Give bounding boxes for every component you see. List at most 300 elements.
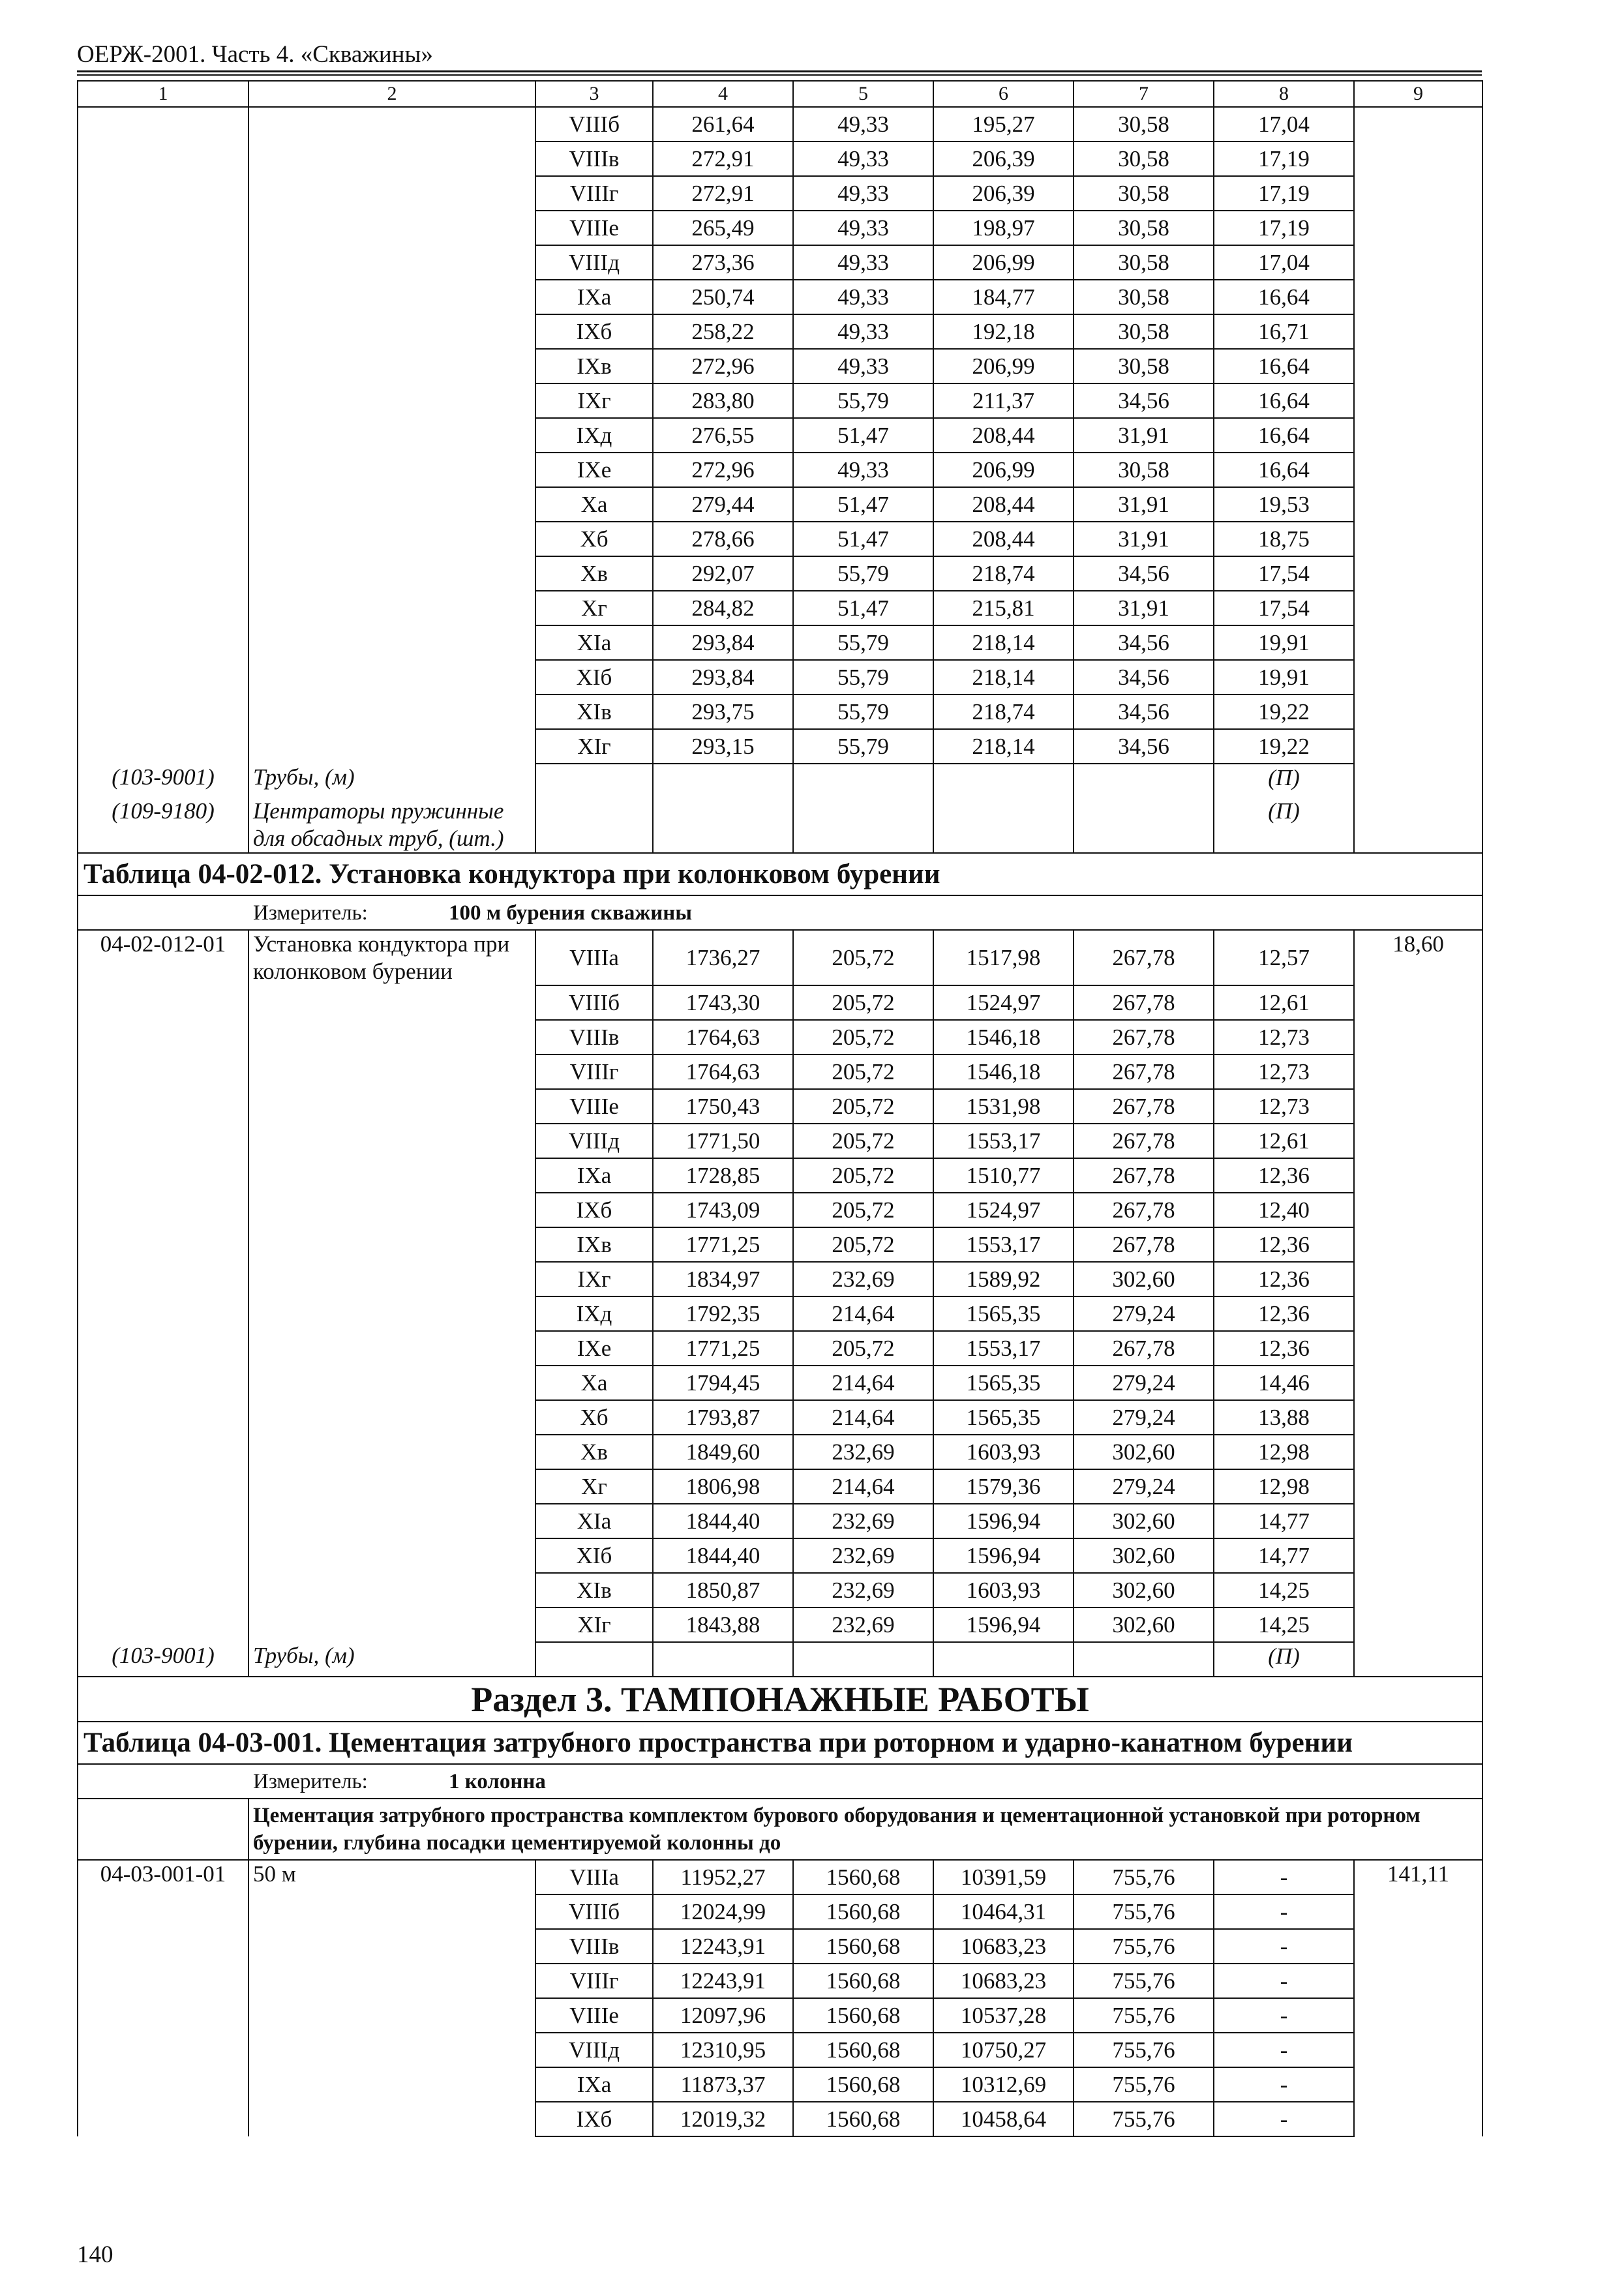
- value-cell: 17,54: [1214, 591, 1354, 625]
- value-cell: 267,78: [1074, 1193, 1214, 1227]
- rate-code-cell: [78, 2067, 248, 2102]
- table-row: [78, 1124, 1482, 1158]
- col9-cell: [1354, 2102, 1482, 2136]
- soil-category-cell: XIа: [535, 625, 653, 660]
- col9-cell: [1354, 660, 1482, 695]
- value-cell: 16,64: [1214, 453, 1354, 487]
- rate-code-cell: [78, 2033, 248, 2067]
- material-code: (103-9001): [78, 764, 248, 798]
- table-row: [78, 1538, 1482, 1573]
- value-cell: 267,78: [1074, 1055, 1214, 1089]
- empty-cell: [535, 764, 653, 798]
- table-row: [78, 660, 1482, 695]
- empty-cell: [1074, 798, 1214, 853]
- value-cell: 12,57: [1214, 930, 1354, 985]
- value-cell: 11952,27: [653, 1860, 793, 1894]
- value-cell: 1553,17: [933, 1331, 1074, 1366]
- table-title: Таблица 04-03-001. Цементация затрубного пространства при роторном и ударно-канатном бурении: [78, 1722, 1482, 1764]
- value-cell: 12,36: [1214, 1296, 1354, 1331]
- material-name: Трубы, (м): [248, 764, 535, 798]
- rate-code-cell: [78, 349, 248, 383]
- header-rule-thin: [77, 74, 1482, 76]
- rate-name-cell: [248, 591, 535, 625]
- rate-name-cell: [248, 2033, 535, 2067]
- value-cell: 293,15: [653, 729, 793, 764]
- rate-name-cell: [248, 2067, 535, 2102]
- soil-category-cell: VIIIв: [535, 142, 653, 176]
- table-row: [78, 1573, 1482, 1608]
- rate-code-cell: [78, 245, 248, 280]
- value-cell: 1603,93: [933, 1435, 1074, 1469]
- measure-row: [78, 895, 1482, 930]
- rate-name-cell: [248, 1193, 535, 1227]
- soil-category-cell: VIIIе: [535, 1089, 653, 1124]
- measure: [78, 895, 1482, 930]
- col9-cell: [1354, 1929, 1482, 1964]
- col9-cell: [1354, 280, 1482, 314]
- value-cell: 1596,94: [933, 1608, 1074, 1642]
- rate-code-cell: [78, 1469, 248, 1504]
- soil-category-cell: Xв: [535, 1435, 653, 1469]
- value-cell: 12,36: [1214, 1158, 1354, 1193]
- value-cell: 205,72: [793, 985, 933, 1020]
- table-row: [78, 985, 1482, 1020]
- value-cell: 205,72: [793, 1331, 933, 1366]
- value-cell: 1565,35: [933, 1296, 1074, 1331]
- soil-category-cell: XIв: [535, 695, 653, 729]
- rate-code-cell: [78, 2102, 248, 2136]
- rate-name-cell: [248, 1262, 535, 1296]
- col9-cell: [1354, 1469, 1482, 1504]
- col9-cell: [1354, 383, 1482, 418]
- table-row: [78, 1894, 1482, 1929]
- soil-category-cell: XIг: [535, 1608, 653, 1642]
- value-cell: 55,79: [793, 556, 933, 591]
- value-cell: 267,78: [1074, 1331, 1214, 1366]
- value-cell: 1553,17: [933, 1227, 1074, 1262]
- value-cell: 293,84: [653, 660, 793, 695]
- value-cell: 1736,27: [653, 930, 793, 985]
- rate-name-cell: [248, 729, 535, 764]
- value-cell: 1743,09: [653, 1193, 793, 1227]
- section-title: Раздел 3. ТАМПОНАЖНЫЕ РАБОТЫ: [78, 1677, 1482, 1722]
- value-cell: 16,71: [1214, 314, 1354, 349]
- value-cell: 293,84: [653, 625, 793, 660]
- value-cell: 51,47: [793, 487, 933, 522]
- rate-code-cell: [78, 1124, 248, 1158]
- value-cell: 10683,23: [933, 1964, 1074, 1998]
- col9-cell: [1354, 2067, 1482, 2102]
- empty-cell: [78, 1799, 248, 1860]
- header-rule: [77, 70, 1482, 72]
- rate-name-cell: [248, 349, 535, 383]
- soil-category-cell: IXв: [535, 1227, 653, 1262]
- col9-cell: [1354, 487, 1482, 522]
- rate-name-cell: [248, 107, 535, 142]
- value-cell: 278,66: [653, 522, 793, 556]
- rate-name-cell: [248, 211, 535, 245]
- material-row: [78, 1642, 1482, 1677]
- value-cell: 272,96: [653, 349, 793, 383]
- rate-code-cell: [78, 1089, 248, 1124]
- value-cell: 30,58: [1074, 211, 1214, 245]
- value-cell: 55,79: [793, 383, 933, 418]
- rate-code-cell: [78, 625, 248, 660]
- value-cell: 14,25: [1214, 1608, 1354, 1642]
- value-cell: -: [1214, 2033, 1354, 2067]
- rate-code-cell: [78, 1055, 248, 1089]
- value-cell: 17,19: [1214, 142, 1354, 176]
- value-cell: 1750,43: [653, 1089, 793, 1124]
- value-cell: 272,91: [653, 176, 793, 211]
- soil-category-cell: VIIIд: [535, 1124, 653, 1158]
- rate-name-cell: Установка кондуктора при колонковом бурении: [248, 930, 535, 985]
- value-cell: 208,44: [933, 522, 1074, 556]
- value-cell: 1743,30: [653, 985, 793, 1020]
- table-row: [78, 1400, 1482, 1435]
- col9-cell: [1354, 211, 1482, 245]
- rate-name-cell: [248, 1538, 535, 1573]
- col9-cell: [1354, 1193, 1482, 1227]
- value-cell: 14,25: [1214, 1573, 1354, 1608]
- rate-name-cell: [248, 1608, 535, 1642]
- value-cell: 1546,18: [933, 1020, 1074, 1055]
- table-row: [78, 1608, 1482, 1642]
- value-cell: 30,58: [1074, 349, 1214, 383]
- table-row: [78, 280, 1482, 314]
- value-cell: 184,77: [933, 280, 1074, 314]
- soil-category-cell: XIб: [535, 660, 653, 695]
- value-cell: 1589,92: [933, 1262, 1074, 1296]
- rate-code-cell: [78, 142, 248, 176]
- col9-cell: [1354, 142, 1482, 176]
- value-cell: 19,53: [1214, 487, 1354, 522]
- rate-code-cell: [78, 1964, 248, 1998]
- material-row: [78, 798, 1482, 853]
- column-number: 9: [1354, 81, 1482, 107]
- rate-name-cell: [248, 1366, 535, 1400]
- rate-code-cell: [78, 1894, 248, 1929]
- value-cell: 250,74: [653, 280, 793, 314]
- value-cell: 1524,97: [933, 985, 1074, 1020]
- value-cell: 206,99: [933, 453, 1074, 487]
- col9-cell: [1354, 1020, 1482, 1055]
- value-cell: 12,36: [1214, 1331, 1354, 1366]
- value-cell: 49,33: [793, 280, 933, 314]
- table-row: [78, 418, 1482, 453]
- empty-cell: [1354, 764, 1482, 798]
- value-cell: 1843,88: [653, 1608, 793, 1642]
- table-title-row: [78, 1722, 1482, 1764]
- col9-cell: [1354, 245, 1482, 280]
- rate-name-cell: [248, 1573, 535, 1608]
- value-cell: 292,07: [653, 556, 793, 591]
- soil-category-cell: VIIIб: [535, 985, 653, 1020]
- soil-category-cell: XIг: [535, 729, 653, 764]
- col9-cell: [1354, 453, 1482, 487]
- value-cell: 17,04: [1214, 245, 1354, 280]
- value-cell: 218,14: [933, 625, 1074, 660]
- value-cell: 55,79: [793, 695, 933, 729]
- soil-category-cell: IXа: [535, 2067, 653, 2102]
- value-cell: 10464,31: [933, 1894, 1074, 1929]
- value-cell: 31,91: [1074, 591, 1214, 625]
- value-cell: 16,64: [1214, 349, 1354, 383]
- value-cell: 232,69: [793, 1538, 933, 1573]
- value-cell: 1579,36: [933, 1469, 1074, 1504]
- table-row: [78, 314, 1482, 349]
- rate-code-cell: [78, 660, 248, 695]
- value-cell: 1771,50: [653, 1124, 793, 1158]
- value-cell: 267,78: [1074, 930, 1214, 985]
- value-cell: 267,78: [1074, 1227, 1214, 1262]
- table-row: [78, 245, 1482, 280]
- value-cell: 273,36: [653, 245, 793, 280]
- value-cell: 1560,68: [793, 2102, 933, 2136]
- col9-cell: [1354, 1608, 1482, 1642]
- rate-name-cell: [248, 1504, 535, 1538]
- rate-code-cell: [78, 1608, 248, 1642]
- soil-category-cell: IXб: [535, 314, 653, 349]
- rate-code-cell: [78, 591, 248, 625]
- value-cell: 232,69: [793, 1435, 933, 1469]
- rate-code-cell: [78, 1573, 248, 1608]
- measure-row: [78, 1764, 1482, 1799]
- col9-cell: [1354, 522, 1482, 556]
- value-cell: -: [1214, 1929, 1354, 1964]
- value-cell: 30,58: [1074, 280, 1214, 314]
- value-cell: 1565,35: [933, 1400, 1074, 1435]
- soil-category-cell: VIIIд: [535, 245, 653, 280]
- value-cell: 272,91: [653, 142, 793, 176]
- value-cell: 214,64: [793, 1400, 933, 1435]
- table-title: Таблица 04-02-012. Установка кондуктора при колонковом бурении: [78, 853, 1482, 895]
- value-cell: 49,33: [793, 349, 933, 383]
- empty-cell: [653, 764, 793, 798]
- value-cell: -: [1214, 1998, 1354, 2033]
- rate-name-cell: [248, 487, 535, 522]
- value-cell: -: [1214, 1860, 1354, 1894]
- value-cell: 1560,68: [793, 1894, 933, 1929]
- value-cell: -: [1214, 1964, 1354, 1998]
- rate-code-cell: [78, 1296, 248, 1331]
- value-cell: 1517,98: [933, 930, 1074, 985]
- rate-code-cell: 04-02-012-01: [78, 930, 248, 985]
- value-cell: 1728,85: [653, 1158, 793, 1193]
- measure-label: Измеритель:: [253, 1769, 368, 1793]
- col9-cell: [1354, 1894, 1482, 1929]
- col9-cell: [1354, 1998, 1482, 2033]
- col9-cell: [1354, 1573, 1482, 1608]
- material-mark: (П): [1214, 798, 1354, 853]
- column-number: 4: [653, 81, 793, 107]
- value-cell: -: [1214, 2067, 1354, 2102]
- soil-category-cell: IXд: [535, 418, 653, 453]
- col9-cell: [1354, 349, 1482, 383]
- page-number: 140: [77, 2241, 113, 2268]
- table-row: [78, 2102, 1482, 2136]
- value-cell: 1560,68: [793, 1964, 933, 1998]
- table-row: [78, 1860, 1482, 1894]
- table-row: [78, 2033, 1482, 2067]
- rate-name-cell: 50 м: [248, 1860, 535, 1894]
- rate-code-cell: [78, 487, 248, 522]
- measure: [78, 1764, 1482, 1799]
- table-row: [78, 453, 1482, 487]
- value-cell: 1806,98: [653, 1469, 793, 1504]
- value-cell: 55,79: [793, 660, 933, 695]
- value-cell: 755,76: [1074, 2033, 1214, 2067]
- rate-name-cell: [248, 985, 535, 1020]
- empty-cell: [535, 1642, 653, 1677]
- table-row: [78, 1331, 1482, 1366]
- table-row: [78, 1055, 1482, 1089]
- value-cell: 1764,63: [653, 1055, 793, 1089]
- value-cell: 19,22: [1214, 695, 1354, 729]
- value-cell: 1596,94: [933, 1504, 1074, 1538]
- table-row: [78, 1193, 1482, 1227]
- column-number: 1: [78, 81, 248, 107]
- empty-cell: [1074, 1642, 1214, 1677]
- rate-code-cell: [78, 522, 248, 556]
- rate-code-cell: [78, 695, 248, 729]
- value-cell: 49,33: [793, 107, 933, 142]
- soil-category-cell: VIIIб: [535, 1894, 653, 1929]
- empty-cell: [793, 798, 933, 853]
- value-cell: 30,58: [1074, 107, 1214, 142]
- value-cell: 232,69: [793, 1504, 933, 1538]
- rate-code-cell: [78, 1400, 248, 1435]
- rate-name-cell: [248, 1020, 535, 1055]
- table-row: [78, 383, 1482, 418]
- rate-name-cell: [248, 1998, 535, 2033]
- rate-code-cell: [78, 280, 248, 314]
- table-row: [78, 176, 1482, 211]
- soil-category-cell: Xа: [535, 487, 653, 522]
- value-cell: 755,76: [1074, 1860, 1214, 1894]
- value-cell: 218,14: [933, 729, 1074, 764]
- rate-code-cell: [78, 1020, 248, 1055]
- empty-cell: [793, 764, 933, 798]
- rate-code-cell: [78, 383, 248, 418]
- column-number-row: [78, 81, 1482, 107]
- value-cell: 1560,68: [793, 1998, 933, 2033]
- value-cell: 12,98: [1214, 1469, 1354, 1504]
- value-cell: 283,80: [653, 383, 793, 418]
- table-row: [78, 1964, 1482, 1998]
- rate-name-cell: [248, 695, 535, 729]
- soil-category-cell: VIIIб: [535, 107, 653, 142]
- value-cell: 279,24: [1074, 1469, 1214, 1504]
- value-cell: 1553,17: [933, 1124, 1074, 1158]
- rate-code-cell: [78, 556, 248, 591]
- rate-code-cell: [78, 107, 248, 142]
- value-cell: 261,64: [653, 107, 793, 142]
- value-cell: 13,88: [1214, 1400, 1354, 1435]
- soil-category-cell: VIIIв: [535, 1020, 653, 1055]
- value-cell: 1560,68: [793, 1929, 933, 1964]
- value-cell: 267,78: [1074, 1089, 1214, 1124]
- rates-table: [77, 80, 1483, 2137]
- value-cell: 205,72: [793, 1227, 933, 1262]
- soil-category-cell: IXб: [535, 2102, 653, 2136]
- empty-cell: [653, 798, 793, 853]
- value-cell: 12243,91: [653, 1929, 793, 1964]
- value-cell: 31,91: [1074, 487, 1214, 522]
- column-number: 5: [793, 81, 933, 107]
- col9-cell: [1354, 176, 1482, 211]
- value-cell: 19,91: [1214, 625, 1354, 660]
- table-row: [78, 1998, 1482, 2033]
- col9-cell: [1354, 1296, 1482, 1331]
- table-row: [78, 1227, 1482, 1262]
- value-cell: 12024,99: [653, 1894, 793, 1929]
- soil-category-cell: IXв: [535, 349, 653, 383]
- value-cell: 1792,35: [653, 1296, 793, 1331]
- column-number: 2: [248, 81, 535, 107]
- value-cell: 55,79: [793, 729, 933, 764]
- soil-category-cell: VIIIг: [535, 1055, 653, 1089]
- soil-category-cell: VIIIа: [535, 1860, 653, 1894]
- value-cell: 30,58: [1074, 453, 1214, 487]
- col9-cell: [1354, 1400, 1482, 1435]
- value-cell: 206,99: [933, 245, 1074, 280]
- rate-code-cell: [78, 1504, 248, 1538]
- rate-name-cell: [248, 1124, 535, 1158]
- table-row: [78, 556, 1482, 591]
- rate-code-cell: [78, 453, 248, 487]
- value-cell: 30,58: [1074, 245, 1214, 280]
- rate-name-cell: [248, 418, 535, 453]
- soil-category-cell: XIб: [535, 1538, 653, 1573]
- measure-label: Измеритель:: [253, 901, 368, 925]
- value-cell: 302,60: [1074, 1504, 1214, 1538]
- value-cell: 34,56: [1074, 729, 1214, 764]
- value-cell: 49,33: [793, 314, 933, 349]
- soil-category-cell: Xа: [535, 1366, 653, 1400]
- col9-cell: 18,60: [1354, 930, 1482, 985]
- empty-cell: [793, 1642, 933, 1677]
- material-mark: (П): [1214, 764, 1354, 798]
- value-cell: 34,56: [1074, 625, 1214, 660]
- rate-name-cell: [248, 625, 535, 660]
- value-cell: 12,61: [1214, 1124, 1354, 1158]
- rate-code-cell: [78, 1998, 248, 2033]
- value-cell: 215,81: [933, 591, 1074, 625]
- value-cell: 302,60: [1074, 1262, 1214, 1296]
- soil-category-cell: VIIIг: [535, 176, 653, 211]
- value-cell: 232,69: [793, 1262, 933, 1296]
- table-row: [78, 1089, 1482, 1124]
- table-row: [78, 522, 1482, 556]
- value-cell: 293,75: [653, 695, 793, 729]
- value-cell: 1531,98: [933, 1089, 1074, 1124]
- table-row: [78, 930, 1482, 985]
- empty-cell: [933, 764, 1074, 798]
- rate-name-cell: [248, 1055, 535, 1089]
- table-row: [78, 2067, 1482, 2102]
- value-cell: 1764,63: [653, 1020, 793, 1055]
- value-cell: 1794,45: [653, 1366, 793, 1400]
- value-cell: 279,24: [1074, 1366, 1214, 1400]
- running-header: ОЕРЖ-2001. Часть 4. «Скважины»: [77, 41, 433, 68]
- value-cell: 1850,87: [653, 1573, 793, 1608]
- value-cell: 16,64: [1214, 418, 1354, 453]
- rate-name-cell: [248, 1964, 535, 1998]
- value-cell: 18,75: [1214, 522, 1354, 556]
- soil-category-cell: XIа: [535, 1504, 653, 1538]
- table-row: [78, 1366, 1482, 1400]
